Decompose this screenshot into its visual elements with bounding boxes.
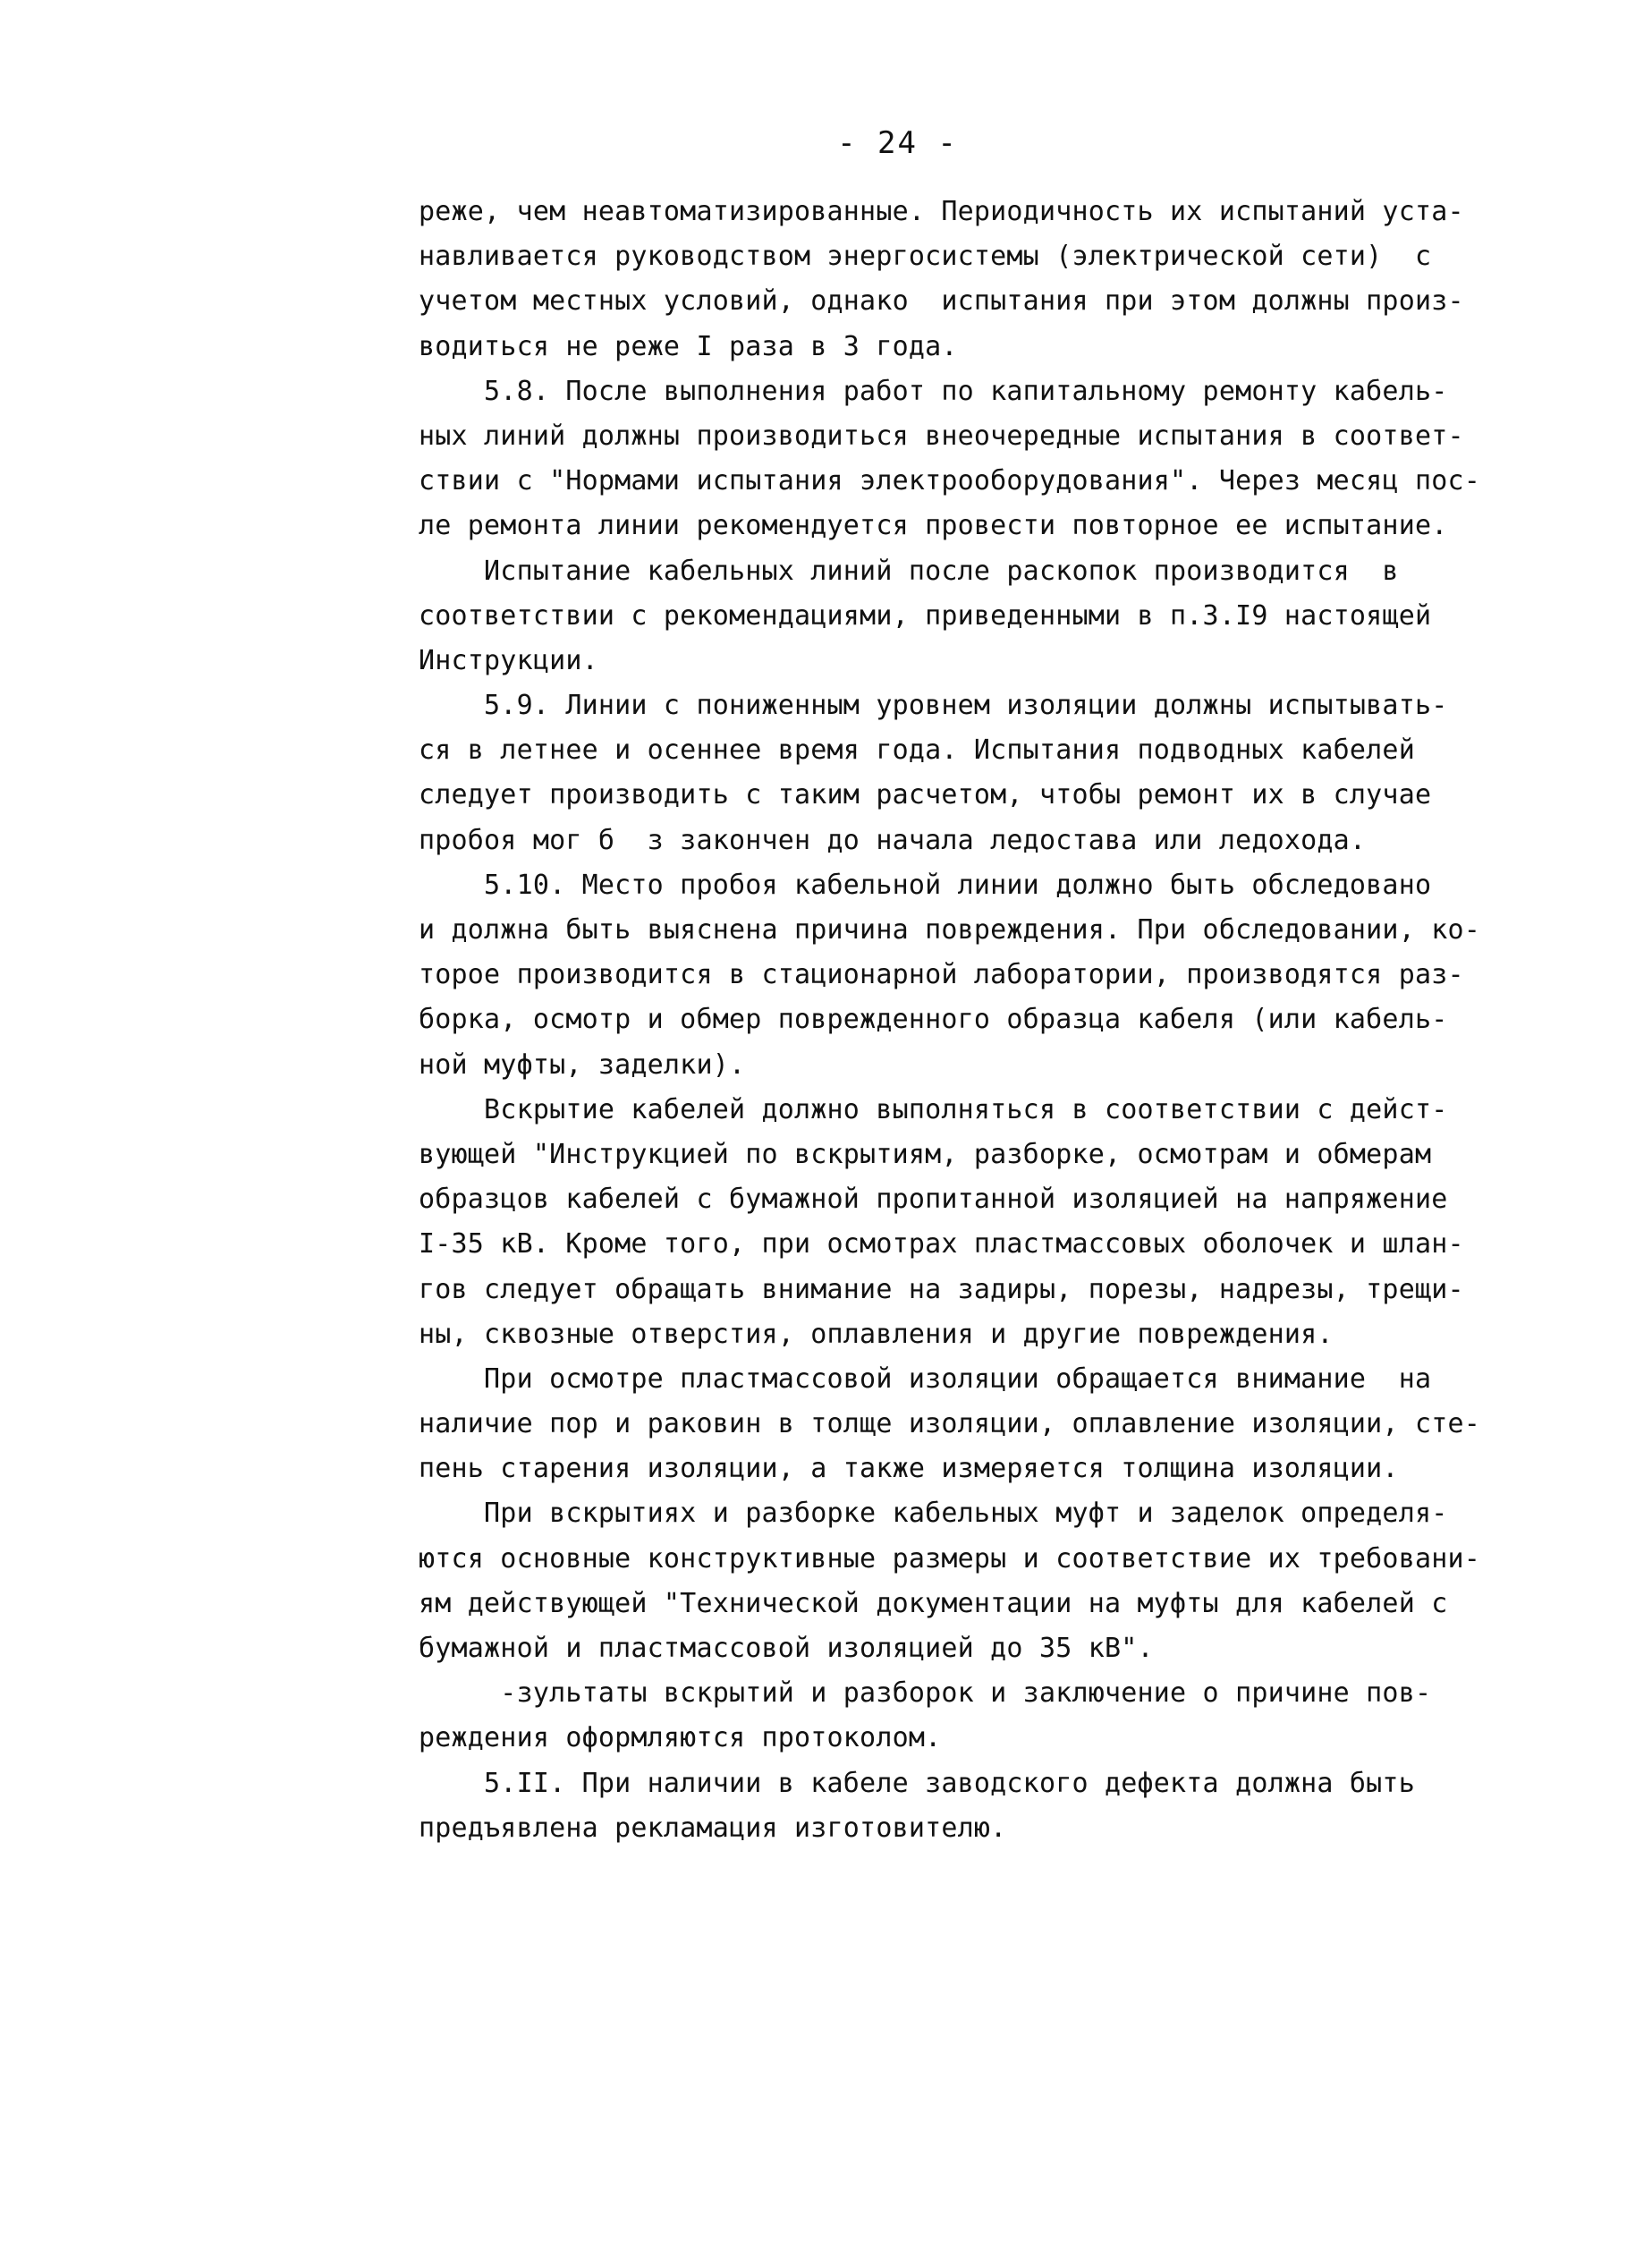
- text-line: I-35 кВ. Кроме того, при осмотрах пластмассовых оболочек и шлан-: [419, 1228, 1464, 1261]
- text-line: предъявлена рекламация изготовителю.: [419, 1812, 1007, 1844]
- text-line: бумажной и пластмассовой изоляцией до 35 кВ".: [419, 1633, 1154, 1664]
- text-line: и должна быть выяснена причина повреждения. При обследовании, ко-: [419, 914, 1480, 946]
- text-line: пень старения изоляции, а также измеряется толщина изоляции.: [419, 1453, 1399, 1485]
- text-line: реже, чем неавтоматизированные. Периодичность их испытаний уста-: [419, 196, 1464, 227]
- text-line: 5.10. Место пробоя кабельной линии должно быть обследовано: [419, 869, 1432, 901]
- text-line: наличие пор и раковин в толще изоляции, оплавление изоляции, сте-: [419, 1408, 1480, 1440]
- text-line: Инструкции.: [419, 644, 598, 676]
- text-line: навливается руководством энергосистемы (электрической сети) с: [419, 241, 1432, 273]
- text-line: гов следует обращать внимание на задиры, порезы, надрезы, трещи-: [419, 1273, 1464, 1305]
- text-line: Испытание кабельных линий после раскопок производится в: [419, 555, 1399, 587]
- text-line: пробоя мог б з закончен до начала ледостава или ледохода.: [419, 824, 1367, 856]
- text-line: 5.II. При наличии в кабеле заводского дефекта должна быть: [419, 1767, 1415, 1799]
- text-line: 5.8. После выполнения работ по капитальному ремонту кабель-: [419, 375, 1448, 407]
- text-line: 5.9. Линии с пониженным уровнем изоляции должны испытывать-: [419, 690, 1448, 722]
- text-line: ются основные конструктивные размеры и соответствие их требовани-: [419, 1542, 1480, 1575]
- text-line: ям действующей "Технической документации на муфты для кабелей с: [419, 1587, 1448, 1619]
- text-line: образцов кабелей с бумажной пропитанной изоляцией на напряжение: [419, 1184, 1448, 1216]
- text-line: ствии с "Нормами испытания электрооборудования". Через месяц пос-: [419, 465, 1480, 497]
- page-number: - 24 -: [837, 125, 958, 161]
- text-line: ле ремонта линии рекомендуется провести повторное ее испытание.: [419, 510, 1448, 542]
- text-line: водиться не реже I раза в 3 года.: [419, 330, 958, 362]
- text-line: соответствии с рекомендациями, приведенными в п.3.I9 настоящей: [419, 599, 1432, 632]
- text-line: ных линий должны производиться внеочередные испытания в соответ-: [419, 420, 1464, 452]
- text-line: При осмотре пластмассовой изоляции обращается внимание на: [419, 1362, 1432, 1395]
- text-line: ной муфты, заделки).: [419, 1048, 746, 1081]
- text-line: ны, сквозные отверстия, оплавления и другие повреждения.: [419, 1318, 1334, 1350]
- text-line: вующей "Инструкцией по вскрытиям, разборке, осмотрам и обмерам: [419, 1138, 1432, 1170]
- text-line: реждения оформляются протоколом.: [419, 1722, 942, 1754]
- body-text: [419, 190, 1563, 1851]
- text-line: следует производить с таким расчетом, чтобы ремонт их в случае: [419, 779, 1432, 811]
- text-line: борка, осмотр и обмер поврежденного образца кабеля (или кабель-: [419, 1004, 1448, 1036]
- text-line: При вскрытиях и разборке кабельных муфт и заделок определя-: [419, 1498, 1448, 1530]
- text-line: -зультаты вскрытий и разборок и заключение о причине пов-: [419, 1677, 1432, 1710]
- text-line: учетом местных условий, однако испытания при этом должны произ-: [419, 285, 1464, 318]
- text-line: ся в летнее и осеннее время года. Испытания подводных кабелей: [419, 734, 1415, 767]
- text-line: торое производится в стационарной лаборатории, производятся раз-: [419, 959, 1464, 991]
- text-line: Вскрытие кабелей должно выполняться в соответствии с дейст-: [419, 1093, 1448, 1125]
